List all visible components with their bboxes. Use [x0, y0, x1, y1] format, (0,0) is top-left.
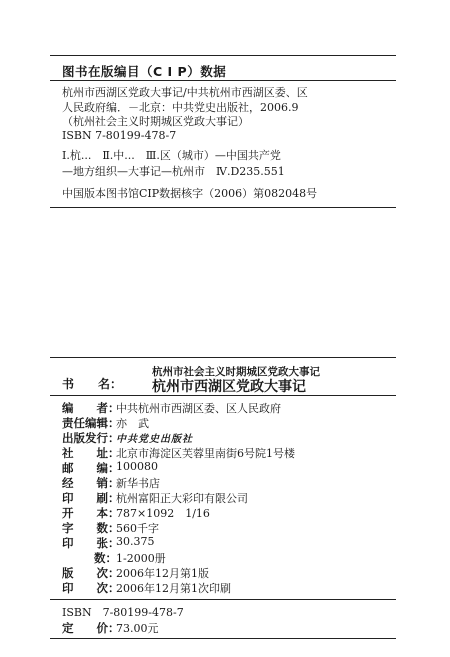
info-label: 出版发行：	[62, 431, 120, 445]
top-rule	[50, 55, 396, 56]
info-value: 1-2000册	[116, 552, 166, 565]
info-value: 杭州富阳正大彩印有限公司	[116, 492, 248, 505]
info-label: 责任编辑：	[62, 416, 120, 430]
book-title-label: 书 名：	[62, 377, 123, 391]
footer-isbn: ISBN 7-80199-478-7	[62, 606, 184, 619]
info-value: 100080	[116, 460, 158, 473]
cip-classification-1: Ⅰ.杭... Ⅱ.中... Ⅲ.区（城市）—中国共产党	[62, 149, 281, 162]
info-label: 经 销：	[62, 476, 120, 490]
cip-isbn: ISBN 7-80199-478-7	[62, 129, 177, 142]
info-value: 新华书店	[116, 477, 160, 490]
colophon-bottom-rule	[50, 638, 396, 639]
info-label: 邮 编：	[62, 461, 120, 475]
price-label: 定 价：	[62, 621, 120, 635]
cip-bottom-rule	[50, 207, 396, 208]
cip-title: 图书在版编目（C I P）数据	[62, 64, 227, 79]
cip-line-1: 杭州市西湖区党政大事记/中共杭州市西湖区委、区	[62, 86, 308, 99]
info-value: 560千字	[116, 522, 159, 535]
info-label: 编 者：	[62, 401, 120, 415]
info-label: 印 张：	[62, 536, 120, 550]
info-label: 印 刷：	[62, 491, 120, 505]
price-value: 73.00元	[116, 622, 159, 635]
info-value: 787×1092 1/16	[116, 507, 210, 520]
cip-line-3: （杭州社会主义时期城区党政大事记）	[62, 115, 249, 128]
colophon-top-rule	[50, 357, 396, 358]
info-value: 2006年12月第1版	[116, 567, 209, 580]
info-label: 社 址：	[62, 446, 120, 460]
info-label: 开 本：	[62, 506, 120, 520]
series-title: 杭州市社会主义时期城区党政大事记	[152, 366, 320, 378]
book-title-rule	[50, 395, 396, 396]
publisher-logotype: 中共党史出版社	[116, 434, 193, 445]
book-title: 杭州市西湖区党政大事记	[152, 379, 306, 395]
info-label: 版 次：	[62, 566, 120, 580]
info-value: 2006年12月第1次印刷	[116, 582, 231, 595]
info-value: 北京市海淀区芙蓉里南街6号院1号楼	[116, 447, 295, 460]
info-label: 印 次：	[62, 581, 120, 595]
info-label: 数：	[94, 551, 117, 565]
info-label: 字 数：	[62, 521, 120, 535]
info-value: 亦 武	[116, 417, 149, 430]
colophon-middle-rule	[50, 599, 396, 600]
info-value: 中共杭州市西湖区委、区人民政府	[116, 402, 281, 415]
cip-record-number: 中国版本图书馆CIP数据核字（2006）第082048号	[62, 187, 318, 200]
cip-line-2: 人民政府编．－北京：中共党史出版社，2006.9	[62, 101, 299, 114]
cip-title-underline	[50, 80, 396, 81]
info-value: 30.375	[116, 535, 155, 548]
cip-classification-2: —地方组织—大事记—杭州市 Ⅳ.D235.551	[62, 165, 285, 178]
